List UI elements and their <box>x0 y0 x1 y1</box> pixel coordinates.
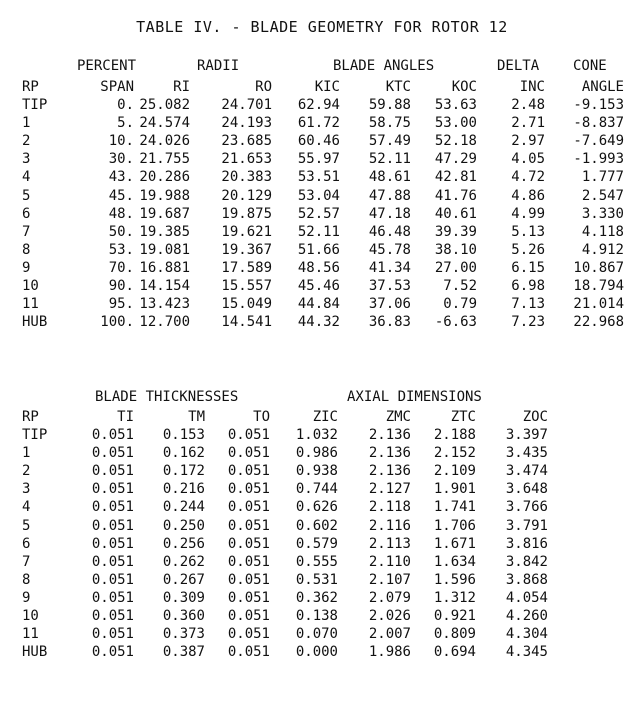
table-cell-delta-inc: 4.72 <box>511 169 545 186</box>
table-cell-zoc: 3.435 <box>505 445 548 462</box>
table-cell-to: 0.051 <box>227 427 270 443</box>
group-header-percent: PERCENT <box>77 58 137 74</box>
table-cell-ri: 21.755 <box>139 151 190 168</box>
table-cell-to: 0.051 <box>227 644 270 661</box>
table-cell-ztc: 1.671 <box>433 535 476 552</box>
table-cell-tm: 0.262 <box>162 553 205 570</box>
table-cell-rp: 4 <box>22 169 31 186</box>
table1-header-ktc: KTC <box>385 79 411 95</box>
group-header-axial-dimensions: AXIAL DIMENSIONS <box>347 389 482 405</box>
table-cell-rp: 10 <box>22 278 39 294</box>
table-cell-kic: 61.72 <box>297 115 340 132</box>
table-cell-ro: 23.685 <box>221 133 272 150</box>
table-cell-kic: 45.46 <box>297 278 340 294</box>
table-cell-zoc: 4.304 <box>505 626 548 643</box>
table-cell-zoc: 3.648 <box>505 481 548 498</box>
table-cell-koc: 40.61 <box>434 205 477 222</box>
table-cell-rp: 5 <box>22 187 31 204</box>
table-cell-zoc: 3.397 <box>505 427 548 443</box>
table-cell-rp: 5 <box>22 517 31 534</box>
table-cell-ztc: 0.809 <box>433 626 476 643</box>
table-cell-koc: 7.52 <box>443 278 477 294</box>
table-cell-delta-inc: 2.97 <box>511 133 545 150</box>
table-cell-tm: 0.244 <box>162 499 205 516</box>
table-cell-ztc: 0.921 <box>433 608 476 624</box>
table-cell-ri: 19.385 <box>139 223 190 240</box>
table-cell-span: 100. <box>100 314 134 331</box>
table-cell-ztc: 1.596 <box>433 571 476 588</box>
table-cell-span: 48. <box>108 205 134 222</box>
table-cell-cone-angle: 3.330 <box>581 205 624 222</box>
table-cell-ti: 0.051 <box>91 553 134 570</box>
table-cell-ktc: 41.34 <box>368 259 411 276</box>
table-cell-span: 43. <box>108 169 134 186</box>
table-cell-ti: 0.051 <box>91 499 134 516</box>
table-cell-rp: 6 <box>22 535 31 552</box>
table1-header-ri: RI <box>173 79 190 95</box>
table-cell-ti: 0.051 <box>91 445 134 462</box>
table-cell-kic: 53.04 <box>297 187 340 204</box>
table-cell-to: 0.051 <box>227 499 270 516</box>
table-cell-koc: 47.29 <box>434 151 477 168</box>
table-cell-ri: 14.154 <box>139 278 190 294</box>
table-cell-ti: 0.051 <box>91 644 134 661</box>
table-cell-cone-angle: 22.968 <box>573 314 624 331</box>
table-cell-cone-angle: -8.837 <box>573 115 624 132</box>
table-cell-zic: 0.938 <box>295 463 338 480</box>
table-cell-to: 0.051 <box>227 608 270 624</box>
table-cell-zmc: 1.986 <box>368 644 411 661</box>
table-cell-rp: 9 <box>22 259 31 276</box>
table-cell-koc: 41.76 <box>434 187 477 204</box>
table-cell-zoc: 4.260 <box>505 608 548 624</box>
table-cell-ro: 15.557 <box>221 278 272 294</box>
table-cell-tm: 0.153 <box>162 427 205 443</box>
table-cell-zmc: 2.079 <box>368 589 411 606</box>
table-cell-ri: 13.423 <box>139 296 190 313</box>
table1-header-koc: KOC <box>451 79 477 95</box>
table-cell-cone-angle: -9.153 <box>573 97 624 113</box>
table-cell-ro: 20.129 <box>221 187 272 204</box>
table-cell-rp: 8 <box>22 571 31 588</box>
table-cell-ztc: 0.694 <box>433 644 476 661</box>
table-cell-rp: 8 <box>22 241 31 258</box>
table-cell-zmc: 2.007 <box>368 626 411 643</box>
table-cell-tm: 0.172 <box>162 463 205 480</box>
table-cell-ro: 19.875 <box>221 205 272 222</box>
table2-header-tm: TM <box>188 409 205 425</box>
table-cell-to: 0.051 <box>227 445 270 462</box>
table-cell-ti: 0.051 <box>91 463 134 480</box>
table-cell-ti: 0.051 <box>91 626 134 643</box>
table-cell-zic: 0.138 <box>295 608 338 624</box>
table-cell-ri: 19.687 <box>139 205 190 222</box>
table-cell-rp: 1 <box>22 115 31 132</box>
table-cell-zmc: 2.113 <box>368 535 411 552</box>
table-cell-delta-inc: 4.99 <box>511 205 545 222</box>
table-cell-ro: 19.621 <box>221 223 272 240</box>
table-cell-ktc: 47.88 <box>368 187 411 204</box>
table-cell-cone-angle: 18.794 <box>573 278 624 294</box>
table-cell-tm: 0.250 <box>162 517 205 534</box>
table-cell-tm: 0.387 <box>162 644 205 661</box>
table-cell-zic: 1.032 <box>295 427 338 443</box>
table-cell-zmc: 2.136 <box>368 445 411 462</box>
table-cell-zmc: 2.026 <box>368 608 411 624</box>
table-cell-delta-inc: 2.71 <box>511 115 545 132</box>
table2-header-zic: ZIC <box>312 409 338 425</box>
table-cell-span: 5. <box>117 115 134 132</box>
group-header-delta: DELTA <box>497 58 540 74</box>
table-cell-kic: 44.32 <box>297 314 340 331</box>
table-cell-ktc: 37.53 <box>368 278 411 294</box>
table-cell-delta-inc: 6.15 <box>511 259 545 276</box>
table-cell-cone-angle: 10.867 <box>573 259 624 276</box>
table-cell-delta-inc: 5.13 <box>511 223 545 240</box>
table-cell-ztc: 1.901 <box>433 481 476 498</box>
table-cell-delta-inc: 7.23 <box>511 314 545 331</box>
table-cell-span: 90. <box>108 278 134 294</box>
table-cell-zoc: 3.816 <box>505 535 548 552</box>
table-cell-ri: 24.026 <box>139 133 190 150</box>
table-cell-ti: 0.051 <box>91 427 134 443</box>
table-cell-ti: 0.051 <box>91 481 134 498</box>
table-cell-kic: 52.11 <box>297 223 340 240</box>
table-cell-tm: 0.216 <box>162 481 205 498</box>
table-cell-span: 30. <box>108 151 134 168</box>
table1-header-span: SPAN <box>100 79 134 95</box>
table-cell-ktc: 37.06 <box>368 296 411 313</box>
table-cell-ktc: 46.48 <box>368 223 411 240</box>
table-cell-ro: 24.193 <box>221 115 272 132</box>
table-cell-ro: 17.589 <box>221 259 272 276</box>
table-cell-ri: 24.574 <box>139 115 190 132</box>
table-cell-zoc: 4.054 <box>505 589 548 606</box>
table-cell-to: 0.051 <box>227 535 270 552</box>
table1-header-cone-angle: ANGLE <box>581 79 624 95</box>
table-cell-span: 95. <box>108 296 134 313</box>
table-cell-zmc: 2.136 <box>368 463 411 480</box>
group-header-blade-angles: BLADE ANGLES <box>333 58 435 74</box>
table-cell-delta-inc: 4.86 <box>511 187 545 204</box>
table-cell-zic: 0.744 <box>295 481 338 498</box>
table-cell-ztc: 1.706 <box>433 517 476 534</box>
table-title: TABLE IV. - BLADE GEOMETRY FOR ROTOR 12 <box>136 18 508 36</box>
table-cell-rp: 2 <box>22 463 31 480</box>
table-cell-tm: 0.360 <box>162 608 205 624</box>
table-cell-cone-angle: -7.649 <box>573 133 624 150</box>
table-cell-ztc: 1.634 <box>433 553 476 570</box>
table-cell-rp: 4 <box>22 499 31 516</box>
table-cell-zic: 0.070 <box>295 626 338 643</box>
table-cell-zoc: 3.791 <box>505 517 548 534</box>
table-cell-ztc: 2.188 <box>433 427 476 443</box>
table-cell-zoc: 4.345 <box>505 644 548 661</box>
table-cell-kic: 44.84 <box>297 296 340 313</box>
table-cell-tm: 0.373 <box>162 626 205 643</box>
table-cell-kic: 48.56 <box>297 259 340 276</box>
table-cell-to: 0.051 <box>227 481 270 498</box>
table-cell-zoc: 3.842 <box>505 553 548 570</box>
table-cell-ztc: 2.109 <box>433 463 476 480</box>
table-cell-to: 0.051 <box>227 517 270 534</box>
table-cell-koc: 52.18 <box>434 133 477 150</box>
table-cell-ti: 0.051 <box>91 608 134 624</box>
table-cell-rp: 1 <box>22 445 31 462</box>
table1-header-rp: RP <box>22 79 39 95</box>
table-cell-ti: 0.051 <box>91 517 134 534</box>
table-cell-zmc: 2.116 <box>368 517 411 534</box>
table2-header-to: TO <box>253 409 270 425</box>
table-cell-zmc: 2.107 <box>368 571 411 588</box>
table-cell-zmc: 2.136 <box>368 427 411 443</box>
table-cell-kic: 55.97 <box>297 151 340 168</box>
table-cell-kic: 60.46 <box>297 133 340 150</box>
table-cell-kic: 53.51 <box>297 169 340 186</box>
table1-header-delta-inc: INC <box>519 79 545 95</box>
table-cell-ro: 24.701 <box>221 97 272 113</box>
table-cell-ri: 25.082 <box>139 97 190 113</box>
table-cell-zic: 0.000 <box>295 644 338 661</box>
table-cell-ktc: 48.61 <box>368 169 411 186</box>
table-cell-koc: 0.79 <box>443 296 477 313</box>
table-cell-koc: 53.63 <box>434 97 477 113</box>
table-cell-rp: TIP <box>22 97 48 113</box>
group-header-cone: CONE <box>573 58 607 74</box>
table-cell-koc: 53.00 <box>434 115 477 132</box>
table2-header-zmc: ZMC <box>385 409 411 425</box>
table1-header-ro: RO <box>255 79 272 95</box>
table-cell-koc: -6.63 <box>434 314 477 331</box>
table-cell-ti: 0.051 <box>91 535 134 552</box>
table-cell-cone-angle: 21.014 <box>573 296 624 313</box>
table-cell-to: 0.051 <box>227 589 270 606</box>
table-cell-cone-angle: 1.777 <box>581 169 624 186</box>
table-cell-tm: 0.256 <box>162 535 205 552</box>
table-cell-to: 0.051 <box>227 553 270 570</box>
table-cell-zic: 0.531 <box>295 571 338 588</box>
table-cell-rp: 11 <box>22 296 39 313</box>
table-cell-to: 0.051 <box>227 626 270 643</box>
table-cell-delta-inc: 5.26 <box>511 241 545 258</box>
table-cell-ti: 0.051 <box>91 589 134 606</box>
table-cell-tm: 0.267 <box>162 571 205 588</box>
table2-header-ztc: ZTC <box>450 409 476 425</box>
table-cell-ri: 16.881 <box>139 259 190 276</box>
table-cell-tm: 0.309 <box>162 589 205 606</box>
table1-header-kic: KIC <box>314 79 340 95</box>
table2-header-rp: RP <box>22 409 39 425</box>
table-cell-ztc: 2.152 <box>433 445 476 462</box>
table-cell-delta-inc: 2.48 <box>511 97 545 113</box>
table-cell-ri: 20.286 <box>139 169 190 186</box>
table-cell-span: 0. <box>117 97 134 113</box>
table-cell-zmc: 2.118 <box>368 499 411 516</box>
table-cell-koc: 27.00 <box>434 259 477 276</box>
table-cell-koc: 39.39 <box>434 223 477 240</box>
table-cell-ro: 15.049 <box>221 296 272 313</box>
table-cell-to: 0.051 <box>227 463 270 480</box>
table-cell-ro: 19.367 <box>221 241 272 258</box>
table-cell-ri: 19.081 <box>139 241 190 258</box>
table-cell-rp: 7 <box>22 223 31 240</box>
table-cell-cone-angle: 2.547 <box>581 187 624 204</box>
table-cell-span: 10. <box>108 133 134 150</box>
table-cell-span: 45. <box>108 187 134 204</box>
table-cell-ztc: 1.312 <box>433 589 476 606</box>
table-cell-ro: 20.383 <box>221 169 272 186</box>
table-cell-zoc: 3.474 <box>505 463 548 480</box>
table-cell-rp: TIP <box>22 427 48 443</box>
table-cell-delta-inc: 7.13 <box>511 296 545 313</box>
table-cell-rp: HUB <box>22 644 48 661</box>
table-cell-zic: 0.986 <box>295 445 338 462</box>
table-cell-kic: 62.94 <box>297 97 340 113</box>
table-cell-zic: 0.555 <box>295 553 338 570</box>
table-cell-ktc: 57.49 <box>368 133 411 150</box>
table-cell-rp: 3 <box>22 481 31 498</box>
table-cell-cone-angle: -1.993 <box>573 151 624 168</box>
table-cell-tm: 0.162 <box>162 445 205 462</box>
group-header-blade-thicknesses: BLADE THICKNESSES <box>95 389 239 405</box>
table2-header-ti: TI <box>117 409 134 425</box>
table-cell-koc: 42.81 <box>434 169 477 186</box>
table-cell-ktc: 36.83 <box>368 314 411 331</box>
table-cell-ri: 19.988 <box>139 187 190 204</box>
table-cell-to: 0.051 <box>227 571 270 588</box>
table2-header-zoc: ZOC <box>522 409 548 425</box>
table-cell-ztc: 1.741 <box>433 499 476 516</box>
table-cell-rp: 11 <box>22 626 39 643</box>
table-cell-kic: 52.57 <box>297 205 340 222</box>
table-cell-zic: 0.579 <box>295 535 338 552</box>
table-cell-rp: 2 <box>22 133 31 150</box>
table-cell-rp: 3 <box>22 151 31 168</box>
group-header-radii: RADII <box>197 58 240 74</box>
table-cell-ktc: 52.11 <box>368 151 411 168</box>
table-cell-rp: HUB <box>22 314 48 331</box>
table-cell-ro: 21.653 <box>221 151 272 168</box>
table-cell-ktc: 45.78 <box>368 241 411 258</box>
table-cell-zmc: 2.110 <box>368 553 411 570</box>
table-cell-rp: 6 <box>22 205 31 222</box>
table-cell-zic: 0.362 <box>295 589 338 606</box>
table-cell-cone-angle: 4.912 <box>581 241 624 258</box>
table-cell-zoc: 3.766 <box>505 499 548 516</box>
table-cell-ro: 14.541 <box>221 314 272 331</box>
table-cell-zmc: 2.127 <box>368 481 411 498</box>
table-cell-span: 70. <box>108 259 134 276</box>
table-cell-span: 53. <box>108 241 134 258</box>
table-cell-cone-angle: 4.118 <box>581 223 624 240</box>
table-cell-zoc: 3.868 <box>505 571 548 588</box>
table-cell-ktc: 47.18 <box>368 205 411 222</box>
table-cell-span: 50. <box>108 223 134 240</box>
table-cell-rp: 10 <box>22 608 39 624</box>
table-cell-delta-inc: 6.98 <box>511 278 545 294</box>
table-cell-ktc: 58.75 <box>368 115 411 132</box>
table-cell-ti: 0.051 <box>91 571 134 588</box>
table-cell-kic: 51.66 <box>297 241 340 258</box>
table-cell-rp: 9 <box>22 589 31 606</box>
table-cell-koc: 38.10 <box>434 241 477 258</box>
table-cell-ktc: 59.88 <box>368 97 411 113</box>
table-cell-delta-inc: 4.05 <box>511 151 545 168</box>
table-cell-rp: 7 <box>22 553 31 570</box>
table-cell-zic: 0.626 <box>295 499 338 516</box>
table-cell-ri: 12.700 <box>139 314 190 331</box>
table-cell-zic: 0.602 <box>295 517 338 534</box>
